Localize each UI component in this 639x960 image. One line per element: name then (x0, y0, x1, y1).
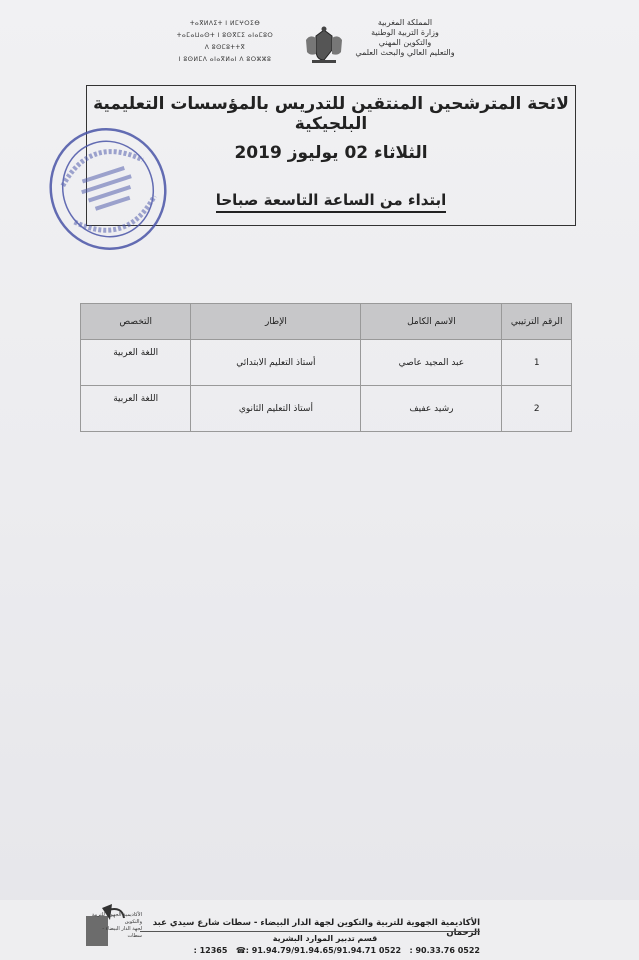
footer-pobox: 12365 : (193, 946, 228, 955)
header-right-line: والتعليم العالي والبحث العلمي (355, 48, 455, 57)
footer-org-name (90, 912, 142, 940)
cell-number: 1 (502, 340, 572, 386)
header-left-line: ⵜⴰⴳⵍⴷⵉⵜ ⵏ ⵍⵎⵖⵔⵉⴱ (189, 20, 261, 27)
header-right-line: والتكوين المهني (378, 38, 432, 47)
header-left-line: ⴷ ⵓⵙⵎⵓⵜⵜⴳ (204, 44, 246, 51)
footer-org-line: الأكاديمية الجهوية للتربية والتكوين (91, 912, 142, 925)
cell-frame: أستاذ التعليم الثانوي (191, 386, 361, 432)
header-specialty: التخصص (81, 304, 191, 340)
cell-specialty: اللغة العربية (81, 340, 191, 386)
cell-name: رشيد عفيف (361, 386, 502, 432)
footer-phone: 0522 91.94.79/91.94.65/91.94.71 :☎ (235, 946, 402, 955)
header-full-name: الاسم الكامل (361, 304, 502, 340)
coat-of-arms-icon (302, 26, 346, 66)
cell-number: 2 (502, 386, 572, 432)
footer-fax: 0522 90.33.76 : (409, 946, 480, 955)
header-right-line: المملكة المغربية (377, 18, 433, 27)
footer-address: الأكاديمية الجهوية للتربية والتكوين لجهة الدار البيضاء - سطات شارع سيدي عبد الرحمان (152, 918, 480, 938)
header-frame: الإطار (191, 304, 361, 340)
header-right-line: وزارة التربية الوطنية (371, 28, 439, 37)
header-number: الرقم الترتيبي (502, 304, 572, 340)
cell-name: عبد المجيد عاصي (361, 340, 502, 386)
table-header-row (81, 304, 572, 340)
footer-department: قسم تدبير الموارد البشرية (272, 934, 378, 943)
footer-divider (140, 931, 480, 932)
table-row (81, 386, 572, 432)
header-left-line: ⵜⴰⵎⴰⵡⴰⵙⵜ ⵏ ⵓⵙⴳⵎⵉ ⴰⵏⴰⵎⵓⵔ (176, 32, 274, 39)
title-time-text: ابتداء من الساعة التاسعة صباحا (216, 191, 447, 213)
title-heading: لائحة المترشحين المنتقين للتدريس بالمؤسسات التعليمية البلجيكية (93, 94, 569, 134)
footer-contacts (150, 946, 480, 955)
table-row (81, 340, 572, 386)
header-left-line: ⵏ ⵓⵙⵍⵎⴷ ⴰⵏⴰⴳⵍⴰⵏ ⴷ ⵓⵔⵣⵣⵓ (178, 56, 272, 63)
official-stamp-icon (46, 122, 171, 257)
cell-frame: أستاذ التعليم الابتدائي (191, 340, 361, 386)
title-date: الثلاثاء 02 يوليوز 2019 (234, 143, 428, 163)
candidates-table (80, 303, 572, 432)
header-ministry (350, 18, 460, 58)
footer-org-line: لجهة الدار البيضاء - سطات (102, 926, 142, 939)
header-tifinagh (150, 18, 300, 66)
cell-specialty: اللغة العربية (81, 386, 191, 432)
